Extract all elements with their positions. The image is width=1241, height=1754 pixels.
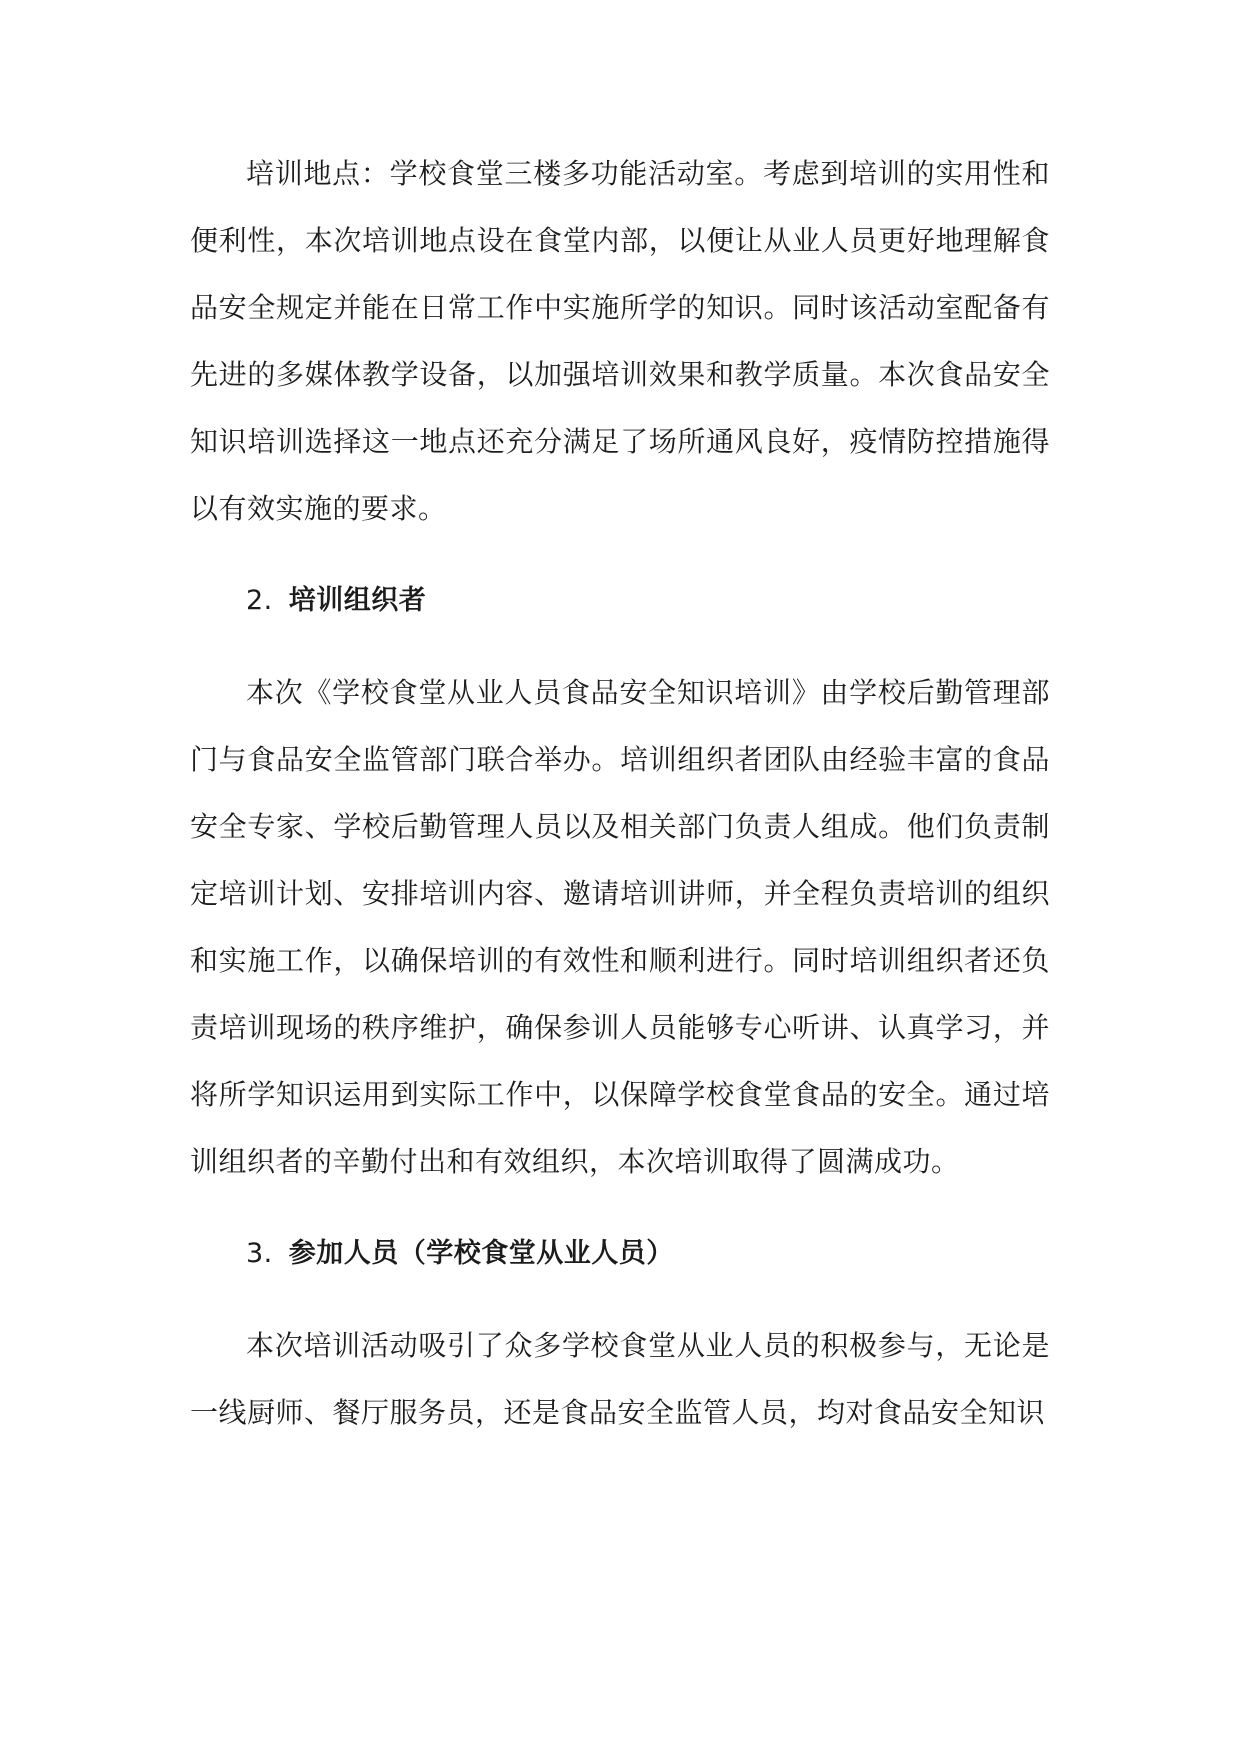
document-body xyxy=(190,140,1050,1446)
section-heading-participants xyxy=(190,1220,1050,1287)
paragraph-training-location: 培训地点：学校食堂三楼多功能活动室。考虑到培训的实用性和便利性，本次培训地点设在食堂内部，以便让从业人员更好地理解食品安全规定并能在日常工作中实施所学的知识。同时该活动室配备有先进的多媒体教学设备，以加强培训效果和教学质量。本次食品安全知识培训选择这一地点还充分满足了场所通风良好，疫情防控措施得以有效实施的要求。 xyxy=(190,157,1050,525)
section-number: 2. xyxy=(246,585,273,616)
section-heading-organizer xyxy=(190,567,1050,634)
paragraph-organizer: 本次《学校食堂从业人员食品安全知识培训》由学校后勤管理部门与食品安全监管部门联合举办。培训组织者团队由经验丰富的食品安全专家、学校后勤管理人员以及相关部门负责人组成。他们负责制定培训计划、安排培训内容、邀请培训讲师，并全程负责培训的组织和实施工作，以确保培训的有效性和顺利进行。同时培训组织者还负责培训现场的秩序维护，确保参训人员能够专心听讲、认真学习，并将所学知识运用到实际工作中，以保障学校食堂食品的安全。通过培训组织者的辛勤付出和有效组织，本次培训取得了圆满成功。 xyxy=(190,676,1050,1178)
section-number: 3. xyxy=(246,1238,273,1269)
section-title: 参加人员（学校食堂从业人员） xyxy=(288,1238,674,1269)
section-title: 培训组织者 xyxy=(288,585,427,616)
paragraph-participants: 本次培训活动吸引了众多学校食堂从业人员的积极参与，无论是一线厨师、餐厅服务员，还是食品安全监管人员，均对食品安全知识 xyxy=(190,1329,1050,1429)
